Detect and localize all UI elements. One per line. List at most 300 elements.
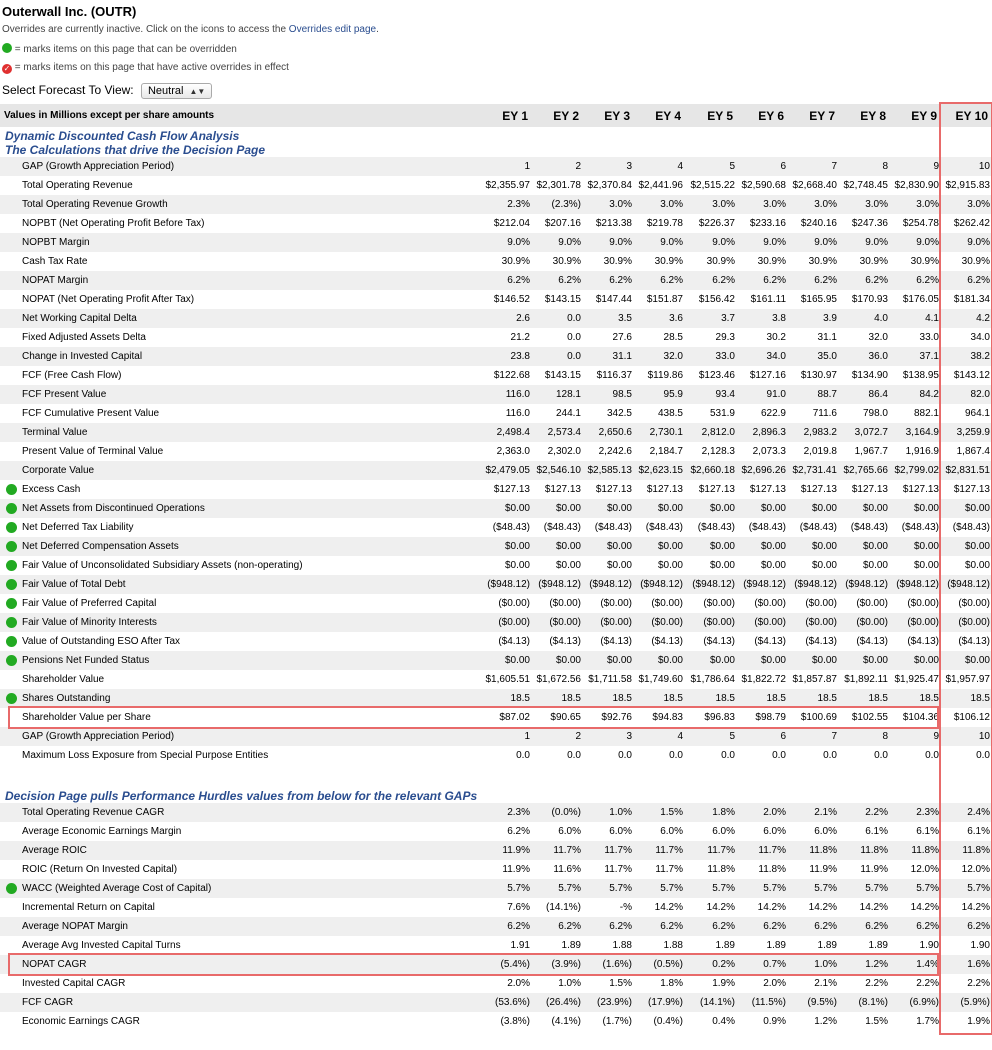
cell-shareholder-value-per-share-ey7: $100.69	[800, 712, 837, 723]
cell-shareholder-value-per-share-ey1: $87.02	[499, 712, 530, 723]
row-label-text: Average Avg Invested Capital Turns	[22, 940, 181, 951]
cell-present-value-of-terminal-value-ey4: 2,184.7	[649, 446, 683, 457]
cell-invested-capital-cagr-ey6: 2.0%	[763, 978, 786, 989]
override-dot-icon[interactable]	[6, 883, 17, 894]
row-label-text: NOPAT (Net Operating Profit After Tax)	[22, 294, 195, 305]
cell-pensions-net-funded-status-ey10: $0.00	[964, 655, 990, 666]
cell-pensions-net-funded-status-ey1: $0.00	[504, 655, 530, 666]
col-header: EY 10	[955, 108, 988, 123]
cell-fair-value-of-total-debt-ey8: ($948.12)	[845, 579, 888, 590]
cell-shareholder-value-ey2: $1,672.56	[536, 674, 581, 685]
cell-total-operating-revenue-cagr-ey2: (0.0%)	[551, 807, 581, 818]
cell-terminal-value-ey7: 2,983.2	[803, 427, 837, 438]
cell-value-of-outstanding-eso-after-tax-ey7: ($4.13)	[805, 636, 837, 647]
cell-incremental-return-on-capital-ey2: (14.1%)	[545, 902, 581, 913]
cell-excess-cash-ey4: $127.13	[646, 484, 683, 495]
cell-economic-earnings-cagr-ey10: 1.9%	[967, 1016, 990, 1027]
cell-value-of-outstanding-eso-after-tax-ey2: ($4.13)	[549, 636, 581, 647]
cell-fair-value-of-preferred-capital-ey3: ($0.00)	[600, 598, 632, 609]
row-label	[0, 499, 482, 518]
cell-fcf-cagr-ey10: (5.9%)	[960, 997, 990, 1008]
cell-fcf-present-value-ey10: 82.0	[970, 389, 990, 400]
override-dot-icon[interactable]	[6, 693, 17, 704]
overrides-edit-link[interactable]: Overrides edit page	[288, 24, 377, 35]
row-label	[0, 803, 482, 822]
override-dot-icon[interactable]	[6, 655, 17, 666]
cell-incremental-return-on-capital-ey6: 14.2%	[757, 902, 786, 913]
cell-gap-growth-appreciation-period-ey3: 3	[626, 161, 632, 172]
cell-corporate-value-ey9: $2,799.02	[894, 465, 939, 476]
cell-total-operating-revenue-ey2: $2,301.78	[536, 180, 581, 191]
cell-invested-capital-cagr-ey1: 2.0%	[507, 978, 530, 989]
override-dot-icon[interactable]	[6, 560, 17, 571]
table-row	[0, 347, 992, 366]
row-label-text: Net Deferred Compensation Assets	[22, 541, 179, 552]
row-label	[0, 366, 482, 385]
table-row	[0, 879, 992, 898]
cell-value-of-outstanding-eso-after-tax-ey5: ($4.13)	[703, 636, 735, 647]
cell-gap-growth-appreciation-period-ey9: 9	[933, 161, 939, 172]
cell-total-operating-revenue-growth-ey4: 3.0%	[660, 199, 683, 210]
cell-maximum-loss-exposure-from-special-purpose-entities-ey5: 0.0	[721, 750, 735, 761]
cell-average-economic-earnings-margin-ey7: 6.0%	[814, 826, 837, 837]
cell-average-avg-invested-capital-turns-ey3: 1.88	[612, 940, 632, 951]
override-dot-icon[interactable]	[6, 579, 17, 590]
cell-corporate-value-ey1: $2,479.05	[485, 465, 530, 476]
cell-fcf-cumulative-present-value-ey7: 711.6	[812, 408, 837, 419]
cell-gap-growth-appreciation-period-ey8: 8	[882, 731, 888, 742]
cell-shares-outstanding-ey8: 18.5	[868, 693, 888, 704]
cell-fair-value-of-total-debt-ey3: ($948.12)	[589, 579, 632, 590]
row-label	[0, 309, 482, 328]
cell-average-avg-invested-capital-turns-ey4: 1.88	[663, 940, 683, 951]
cell-average-roic-ey1: 11.9%	[502, 845, 530, 856]
cell-net-assets-from-discontinued-operations-ey2: $0.00	[555, 503, 581, 514]
cell-nopat-cagr-ey6: 0.7%	[763, 959, 786, 970]
cell-fixed-adjusted-assets-delta-ey6: 30.2	[766, 332, 786, 343]
cell-maximum-loss-exposure-from-special-purpose-entities-ey10: 0.0	[976, 750, 990, 761]
row-label	[0, 252, 482, 271]
table-row	[0, 727, 992, 746]
cell-net-working-capital-delta-ey3: 3.5	[618, 313, 632, 324]
cell-change-in-invested-capital-ey6: 34.0	[766, 351, 786, 362]
cell-fair-value-of-unconsolidated-subsidiary-assets-non-operating-ey3: $0.00	[606, 560, 632, 571]
cell-net-working-capital-delta-ey10: 4.2	[976, 313, 990, 324]
cell-fcf-present-value-ey6: 91.0	[766, 389, 786, 400]
cell-cash-tax-rate-ey3: 30.9%	[603, 256, 632, 267]
cell-incremental-return-on-capital-ey1: 7.6%	[507, 902, 530, 913]
row-label-text: Total Operating Revenue CAGR	[22, 807, 165, 818]
row-label	[0, 214, 482, 233]
row-label-text: Fair Value of Total Debt	[22, 579, 126, 590]
cell-net-working-capital-delta-ey1: 2.6	[516, 313, 530, 324]
row-label-text: Cash Tax Rate	[22, 256, 88, 267]
row-label	[0, 404, 482, 423]
cell-average-nopat-margin-ey1: 6.2%	[507, 921, 530, 932]
cell-wacc-weighted-average-cost-of-capital-ey1: 5.7%	[507, 883, 530, 894]
cell-total-operating-revenue-growth-ey2: (2.3%)	[551, 199, 581, 210]
cell-corporate-value-ey6: $2,696.26	[741, 465, 786, 476]
row-label-text: Total Operating Revenue Growth	[22, 199, 168, 210]
cell-nopat-margin-ey2: 6.2%	[558, 275, 581, 286]
table-row	[0, 233, 992, 252]
cell-nopat-cagr-ey2: (3.9%)	[551, 959, 581, 970]
cell-terminal-value-ey9: 3,164.9	[905, 427, 939, 438]
cell-average-nopat-margin-ey7: 6.2%	[814, 921, 837, 932]
cell-fixed-adjusted-assets-delta-ey7: 31.1	[817, 332, 837, 343]
section-heading-hurdles	[0, 777, 992, 803]
cell-gap-growth-appreciation-period-ey3: 3	[626, 731, 632, 742]
cell-nopbt-margin-ey10: 9.0%	[967, 237, 990, 248]
cell-gap-growth-appreciation-period-ey1: 1	[524, 731, 530, 742]
cell-total-operating-revenue-ey5: $2,515.22	[690, 180, 735, 191]
row-label	[0, 575, 482, 594]
cell-net-deferred-tax-liability-ey10: ($48.43)	[952, 522, 990, 533]
cell-pensions-net-funded-status-ey8: $0.00	[862, 655, 888, 666]
cell-incremental-return-on-capital-ey3: -%	[619, 902, 632, 913]
cell-fair-value-of-unconsolidated-subsidiary-assets-non-operating-ey4: $0.00	[657, 560, 683, 571]
override-dot-icon[interactable]	[6, 503, 17, 514]
cell-shares-outstanding-ey6: 18.5	[766, 693, 786, 704]
section-subtitle: The Calculations that drive the Decision Page	[5, 143, 266, 157]
cell-fair-value-of-total-debt-ey4: ($948.12)	[640, 579, 683, 590]
row-label	[0, 708, 482, 727]
row-label	[0, 689, 482, 708]
cell-total-operating-revenue-cagr-ey6: 2.0%	[763, 807, 786, 818]
row-label	[0, 442, 482, 461]
cell-change-in-invested-capital-ey9: 37.1	[919, 351, 939, 362]
table-row	[0, 499, 992, 518]
cell-net-deferred-compensation-assets-ey9: $0.00	[913, 541, 939, 552]
cell-nopat-net-operating-profit-after-tax-ey3: $147.44	[595, 294, 632, 305]
cell-net-assets-from-discontinued-operations-ey9: $0.00	[913, 503, 939, 514]
row-label	[0, 879, 482, 898]
cell-gap-growth-appreciation-period-ey5: 5	[729, 731, 735, 742]
cell-value-of-outstanding-eso-after-tax-ey4: ($4.13)	[651, 636, 683, 647]
cell-fcf-cagr-ey3: (23.9%)	[596, 997, 632, 1008]
cell-fair-value-of-unconsolidated-subsidiary-assets-non-operating-ey8: $0.00	[862, 560, 888, 571]
cell-net-assets-from-discontinued-operations-ey5: $0.00	[709, 503, 735, 514]
override-dot-icon[interactable]	[6, 522, 17, 533]
cell-average-avg-invested-capital-turns-ey5: 1.89	[715, 940, 735, 951]
cell-nopbt-net-operating-profit-before-tax-ey2: $207.16	[544, 218, 581, 229]
cell-total-operating-revenue-growth-ey7: 3.0%	[814, 199, 837, 210]
cell-value-of-outstanding-eso-after-tax-ey8: ($4.13)	[856, 636, 888, 647]
cell-nopat-net-operating-profit-after-tax-ey2: $143.15	[544, 294, 581, 305]
row-label	[0, 613, 482, 632]
cell-wacc-weighted-average-cost-of-capital-ey10: 5.7%	[967, 883, 990, 894]
cell-fair-value-of-unconsolidated-subsidiary-assets-non-operating-ey7: $0.00	[811, 560, 837, 571]
cell-average-economic-earnings-margin-ey5: 6.0%	[712, 826, 735, 837]
cell-present-value-of-terminal-value-ey6: 2,073.3	[752, 446, 786, 457]
row-label	[0, 290, 482, 309]
cell-total-operating-revenue-growth-ey8: 3.0%	[865, 199, 888, 210]
section-title: Dynamic Discounted Cash Flow Analysis	[5, 129, 240, 143]
cell-pensions-net-funded-status-ey6: $0.00	[760, 655, 786, 666]
cell-cash-tax-rate-ey4: 30.9%	[654, 256, 683, 267]
cell-total-operating-revenue-ey1: $2,355.97	[485, 180, 530, 191]
cell-corporate-value-ey3: $2,585.13	[587, 465, 632, 476]
cell-change-in-invested-capital-ey1: 23.8	[510, 351, 530, 362]
cell-fair-value-of-preferred-capital-ey6: ($0.00)	[754, 598, 786, 609]
cell-average-avg-invested-capital-turns-ey9: 1.90	[919, 940, 939, 951]
cell-fair-value-of-minority-interests-ey4: ($0.00)	[651, 617, 683, 628]
cell-roic-return-on-invested-capital-ey10: 12.0%	[961, 864, 990, 875]
cell-nopbt-net-operating-profit-before-tax-ey4: $219.78	[646, 218, 683, 229]
cell-average-roic-ey7: 11.8%	[809, 845, 837, 856]
cell-fcf-free-cash-flow-ey8: $134.90	[851, 370, 888, 381]
cell-fair-value-of-minority-interests-ey10: ($0.00)	[958, 617, 990, 628]
forecast-label: Select Forecast To View:	[2, 83, 134, 97]
table-row	[0, 157, 992, 176]
row-label	[0, 518, 482, 537]
cell-shares-outstanding-ey3: 18.5	[612, 693, 632, 704]
cell-change-in-invested-capital-ey8: 36.0	[868, 351, 888, 362]
table-row	[0, 670, 992, 689]
cell-nopbt-net-operating-profit-before-tax-ey3: $213.38	[595, 218, 632, 229]
override-dot-icon[interactable]	[6, 617, 17, 628]
cell-nopat-net-operating-profit-after-tax-ey1: $146.52	[493, 294, 530, 305]
cell-average-roic-ey3: 11.7%	[604, 845, 632, 856]
cell-present-value-of-terminal-value-ey7: 2,019.8	[803, 446, 837, 457]
col-header: EY 5	[707, 108, 733, 123]
cell-nopat-cagr-ey9: 1.4%	[916, 959, 939, 970]
cell-nopbt-net-operating-profit-before-tax-ey8: $247.36	[851, 218, 888, 229]
cell-present-value-of-terminal-value-ey1: 2,363.0	[496, 446, 530, 457]
forecast-select[interactable]	[141, 83, 212, 99]
cell-average-nopat-margin-ey9: 6.2%	[916, 921, 939, 932]
cell-present-value-of-terminal-value-ey9: 1,916.9	[905, 446, 939, 457]
cell-terminal-value-ey2: 2,573.4	[547, 427, 581, 438]
cell-average-roic-ey5: 11.7%	[707, 845, 735, 856]
cell-fcf-free-cash-flow-ey5: $123.46	[698, 370, 735, 381]
cell-net-working-capital-delta-ey5: 3.7	[721, 313, 735, 324]
cell-maximum-loss-exposure-from-special-purpose-entities-ey6: 0.0	[772, 750, 786, 761]
forecast-select-value: Neutral	[147, 85, 184, 97]
cell-nopbt-margin-ey1: 9.0%	[507, 237, 530, 248]
cell-shareholder-value-per-share-ey6: $98.79	[755, 712, 786, 723]
row-label-text: Net Working Capital Delta	[22, 313, 137, 324]
cell-total-operating-revenue-ey10: $2,915.83	[945, 180, 990, 191]
cell-average-avg-invested-capital-turns-ey2: 1.89	[561, 940, 581, 951]
cell-nopbt-margin-ey8: 9.0%	[865, 237, 888, 248]
cell-fair-value-of-minority-interests-ey6: ($0.00)	[754, 617, 786, 628]
cell-average-avg-invested-capital-turns-ey8: 1.89	[868, 940, 888, 951]
cell-present-value-of-terminal-value-ey3: 2,242.6	[598, 446, 632, 457]
cell-fair-value-of-total-debt-ey2: ($948.12)	[538, 579, 581, 590]
table-row	[0, 290, 992, 309]
cell-fcf-cumulative-present-value-ey3: 342.5	[606, 408, 632, 419]
override-dot-icon[interactable]	[6, 636, 17, 647]
cell-excess-cash-ey5: $127.13	[698, 484, 735, 495]
row-label	[0, 594, 482, 613]
row-label-text: Fair Value of Minority Interests	[22, 617, 157, 628]
cell-total-operating-revenue-ey3: $2,370.84	[587, 180, 632, 191]
cell-fair-value-of-total-debt-ey6: ($948.12)	[743, 579, 786, 590]
col-header: EY 8	[860, 108, 886, 123]
table-row	[0, 955, 992, 974]
cell-value-of-outstanding-eso-after-tax-ey9: ($4.13)	[907, 636, 939, 647]
override-dot-icon[interactable]	[6, 598, 17, 609]
section-heading-dcf	[0, 127, 992, 157]
cell-roic-return-on-invested-capital-ey2: 11.6%	[553, 864, 581, 875]
cell-roic-return-on-invested-capital-ey1: 11.9%	[502, 864, 530, 875]
cell-average-roic-ey9: 11.8%	[911, 845, 939, 856]
cell-nopat-cagr-ey3: (1.6%)	[602, 959, 632, 970]
overrides-note-text: Overrides are currently inactive. Click on the icons to access the	[2, 24, 289, 35]
cell-net-working-capital-delta-ey4: 3.6	[669, 313, 683, 324]
cell-fair-value-of-total-debt-ey7: ($948.12)	[794, 579, 837, 590]
cell-fair-value-of-unconsolidated-subsidiary-assets-non-operating-ey1: $0.00	[504, 560, 530, 571]
cell-economic-earnings-cagr-ey9: 1.7%	[916, 1016, 939, 1027]
cell-average-roic-ey4: 11.7%	[655, 845, 683, 856]
row-label-text: Incremental Return on Capital	[22, 902, 155, 913]
row-label-text: Corporate Value	[22, 465, 95, 476]
cell-wacc-weighted-average-cost-of-capital-ey8: 5.7%	[865, 883, 888, 894]
cell-fcf-present-value-ey9: 84.2	[919, 389, 939, 400]
cell-fcf-cumulative-present-value-ey4: 438.5	[657, 408, 683, 419]
row-label	[0, 423, 482, 442]
row-label	[0, 157, 482, 176]
override-dot-icon[interactable]	[6, 484, 17, 495]
cell-fair-value-of-preferred-capital-ey10: ($0.00)	[958, 598, 990, 609]
row-label	[0, 271, 482, 290]
cell-maximum-loss-exposure-from-special-purpose-entities-ey3: 0.0	[618, 750, 632, 761]
cell-nopbt-margin-ey2: 9.0%	[558, 237, 581, 248]
row-label-text: FCF (Free Cash Flow)	[22, 370, 122, 381]
table-row	[0, 309, 992, 328]
row-label-text: Net Deferred Tax Liability	[22, 522, 134, 533]
cell-gap-growth-appreciation-period-ey7: 7	[831, 731, 837, 742]
cell-invested-capital-cagr-ey7: 2.1%	[814, 978, 837, 989]
cell-fair-value-of-unconsolidated-subsidiary-assets-non-operating-ey10: $0.00	[964, 560, 990, 571]
cell-gap-growth-appreciation-period-ey6: 6	[780, 731, 786, 742]
cell-fcf-cagr-ey5: (14.1%)	[699, 997, 735, 1008]
cell-fixed-adjusted-assets-delta-ey2: 0.0	[567, 332, 581, 343]
cell-net-working-capital-delta-ey9: 4.1	[925, 313, 939, 324]
section-title: Decision Page pulls Performance Hurdles values from below for the relevant GAPs	[5, 789, 478, 803]
row-label-text: GAP (Growth Appreciation Period)	[22, 731, 175, 742]
cell-fcf-cagr-ey9: (6.9%)	[909, 997, 939, 1008]
cell-nopat-cagr-ey10: 1.6%	[967, 959, 990, 970]
cell-gap-growth-appreciation-period-ey6: 6	[780, 161, 786, 172]
cell-nopbt-net-operating-profit-before-tax-ey9: $254.78	[902, 218, 939, 229]
cell-net-deferred-tax-liability-ey4: ($48.43)	[645, 522, 683, 533]
cell-economic-earnings-cagr-ey4: (0.4%)	[653, 1016, 683, 1027]
cell-nopat-margin-ey1: 6.2%	[507, 275, 530, 286]
row-label-text: Shares Outstanding	[22, 693, 111, 704]
row-label-text: NOPBT Margin	[22, 237, 90, 248]
cell-cash-tax-rate-ey7: 30.9%	[808, 256, 837, 267]
cell-invested-capital-cagr-ey5: 1.9%	[712, 978, 735, 989]
table-row	[0, 480, 992, 499]
row-label	[0, 670, 482, 689]
cell-cash-tax-rate-ey6: 30.9%	[757, 256, 786, 267]
cell-nopat-margin-ey3: 6.2%	[609, 275, 632, 286]
col-header: EY 9	[911, 108, 937, 123]
cell-roic-return-on-invested-capital-ey5: 11.8%	[707, 864, 735, 875]
cell-excess-cash-ey9: $127.13	[902, 484, 939, 495]
legend-active-override-text: = marks items on this page that have active overrides in effect	[14, 62, 289, 73]
cell-average-nopat-margin-ey2: 6.2%	[558, 921, 581, 932]
cell-roic-return-on-invested-capital-ey9: 12.0%	[910, 864, 939, 875]
forecast-selector-row	[2, 83, 212, 99]
cell-average-roic-ey2: 11.7%	[553, 845, 581, 856]
row-label	[0, 746, 482, 765]
table-row	[0, 518, 992, 537]
col-header: EY 7	[809, 108, 835, 123]
cell-nopat-net-operating-profit-after-tax-ey10: $181.34	[953, 294, 990, 305]
cell-corporate-value-ey2: $2,546.10	[536, 465, 581, 476]
cell-shareholder-value-ey9: $1,925.47	[894, 674, 939, 685]
row-label	[0, 176, 482, 195]
table-row	[0, 594, 992, 613]
cell-fcf-cumulative-present-value-ey9: 882.1	[913, 408, 939, 419]
cell-pensions-net-funded-status-ey9: $0.00	[913, 655, 939, 666]
cell-roic-return-on-invested-capital-ey4: 11.7%	[655, 864, 683, 875]
cell-fixed-adjusted-assets-delta-ey9: 33.0	[919, 332, 939, 343]
cell-shares-outstanding-ey2: 18.5	[561, 693, 581, 704]
cell-nopat-margin-ey5: 6.2%	[712, 275, 735, 286]
cell-incremental-return-on-capital-ey8: 14.2%	[859, 902, 888, 913]
cell-shareholder-value-per-share-ey8: $102.55	[851, 712, 888, 723]
cell-shareholder-value-ey8: $1,892.11	[844, 674, 888, 685]
cell-nopbt-margin-ey4: 9.0%	[660, 237, 683, 248]
cell-fair-value-of-preferred-capital-ey9: ($0.00)	[907, 598, 939, 609]
cell-fcf-free-cash-flow-ey3: $116.37	[596, 370, 632, 381]
cell-shareholder-value-ey5: $1,786.64	[690, 674, 735, 685]
cell-net-deferred-compensation-assets-ey8: $0.00	[862, 541, 888, 552]
cell-invested-capital-cagr-ey3: 1.5%	[609, 978, 632, 989]
cell-corporate-value-ey8: $2,765.66	[843, 465, 888, 476]
cell-wacc-weighted-average-cost-of-capital-ey5: 5.7%	[712, 883, 735, 894]
cell-terminal-value-ey6: 2,896.3	[752, 427, 786, 438]
cell-excess-cash-ey1: $127.13	[493, 484, 530, 495]
cell-fair-value-of-total-debt-ey1: ($948.12)	[487, 579, 530, 590]
row-label	[0, 195, 482, 214]
cell-cash-tax-rate-ey1: 30.9%	[501, 256, 530, 267]
cell-fair-value-of-total-debt-ey9: ($948.12)	[896, 579, 939, 590]
row-label	[0, 461, 482, 480]
cell-total-operating-revenue-cagr-ey10: 2.4%	[967, 807, 990, 818]
row-label-text: Shareholder Value per Share	[22, 712, 151, 723]
cell-net-deferred-compensation-assets-ey4: $0.00	[657, 541, 683, 552]
cell-shareholder-value-ey10: $1,957.97	[945, 674, 990, 685]
row-label	[0, 955, 482, 974]
cell-average-avg-invested-capital-turns-ey6: 1.89	[766, 940, 786, 951]
cell-excess-cash-ey2: $127.13	[544, 484, 581, 495]
cell-net-assets-from-discontinued-operations-ey8: $0.00	[862, 503, 888, 514]
row-label	[0, 993, 482, 1012]
cell-change-in-invested-capital-ey3: 31.1	[612, 351, 632, 362]
cell-maximum-loss-exposure-from-special-purpose-entities-ey8: 0.0	[874, 750, 888, 761]
cell-shares-outstanding-ey7: 18.5	[817, 693, 837, 704]
cell-total-operating-revenue-cagr-ey8: 2.2%	[865, 807, 888, 818]
cell-shares-outstanding-ey10: 18.5	[970, 693, 990, 704]
cell-nopat-net-operating-profit-after-tax-ey8: $170.93	[851, 294, 888, 305]
cell-total-operating-revenue-ey9: $2,830.90	[894, 180, 939, 191]
override-dot-icon[interactable]	[6, 541, 17, 552]
cell-average-nopat-margin-ey6: 6.2%	[763, 921, 786, 932]
row-label-text: Average NOPAT Margin	[22, 921, 128, 932]
cell-nopat-cagr-ey1: (5.4%)	[500, 959, 530, 970]
table-row	[0, 195, 992, 214]
cell-net-deferred-compensation-assets-ey6: $0.00	[760, 541, 786, 552]
cell-cash-tax-rate-ey10: 30.9%	[961, 256, 990, 267]
legend-overridable	[2, 43, 237, 55]
cell-net-working-capital-delta-ey2: 0.0	[567, 313, 581, 324]
cell-nopat-cagr-ey4: (0.5%)	[653, 959, 683, 970]
